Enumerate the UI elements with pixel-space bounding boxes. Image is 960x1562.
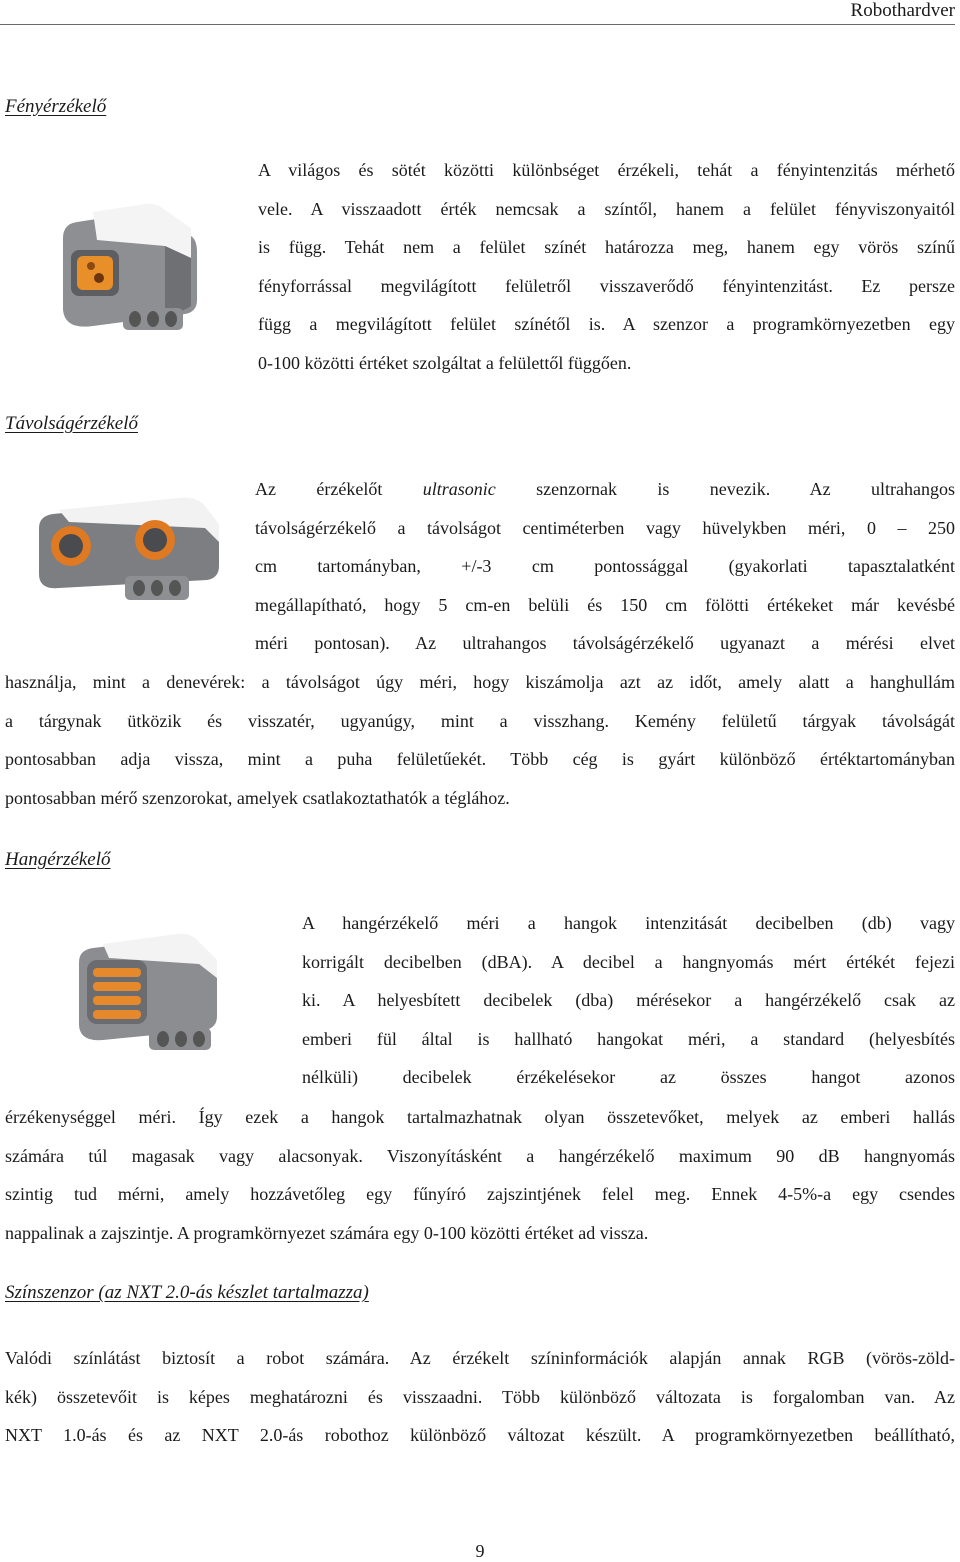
text-line: nappalinak a zajszintje. A programkörnyezet számára egy 0-100 közötti értéket ad vissza. (5, 1222, 649, 1243)
text-line: A hangérzékelő méri a hangok intenzitását decibelben (db) vagy (302, 913, 955, 933)
text-line: korrigált decibelben (dBA). A decibel a hangnyomás mért értékét fejezi (302, 951, 955, 972)
text-line: nélküli) decibelek érzékelésekor az összes hangot azonos (302, 1067, 955, 1087)
section-title-color-sensor: Színszenzor (az NXT 2.0-ás készlet tartalmazza) (5, 1282, 369, 1303)
running-title: Robothardver (850, 0, 955, 21)
section-title-distance-sensor: Távolságérzékelő (5, 413, 138, 434)
text-line: ki. A helyesbített decibelek (dba) mérésekor a hangérzékelő csak az (302, 990, 955, 1010)
distance-sensor-text (255, 470, 955, 663)
text-line: pontosabban mérő szenzorokat, amelyek csatlakoztathatók a téglához. (5, 787, 510, 808)
text-line: megállapítható, hogy 5 cm-en belüli és 150 cm fölötti értékeket már kevésbé (255, 594, 955, 615)
section-title-light-sensor: Fényérzékelő (5, 96, 107, 117)
light-sensor-text (258, 151, 955, 382)
text-line: vele. A visszaadott érték nemcsak a színtől, hanem a felület fényviszonyaitól (258, 198, 955, 219)
sound-sensor-text-continued (5, 1098, 955, 1252)
text-fragment: Az érzékelőt (255, 479, 383, 499)
text-line: fényforrással megvilágított felületről visszaverődő fényintenzitást. Ez persze (258, 275, 955, 296)
text-line: cm tartományban, +/-3 cm pontossággal (gyakorlati tapasztalatként (255, 556, 955, 576)
text-line: számára túl magasak vagy alacsonyak. Viszonyításként a hangérzékelő maximum 90 dB hangnyomás (5, 1145, 955, 1166)
text-line: távolságérzékelő a távolságot centiméterben vagy hüvelykben méri, 0 – 250 (255, 517, 955, 538)
text-line: szintig tud mérni, amely hozzávetőleg egy fűnyíró zajszintjének felel meg. Ennek 4-5%-a egy csendes (5, 1184, 955, 1204)
text-line: kék) összetevőit is képes meghatározni és visszaadni. Több különböző változata is forgalomban van. Az (5, 1386, 955, 1407)
running-header (0, 0, 955, 25)
color-sensor-text (5, 1339, 955, 1455)
text-line: 0-100 közötti értéket szolgáltat a felülettől függően. (258, 352, 632, 373)
text-line: a tárgynak ütközik és visszatér, ugyanúgy, mint a visszhang. Kemény felületű tárgyak távolságát (5, 710, 955, 731)
section-title-sound-sensor: Hangérzékelő (5, 849, 111, 870)
text-line: A világos és sötét közötti különbséget érzékeli, tehát a fényintenzitás mérhető (258, 160, 955, 180)
text-line: érzékenységgel méri. Így ezek a hangok tartalmazhatnak olyan összetevőket, melyek az emberi hallás (5, 1107, 955, 1127)
text-line: használja, mint a denevérek: a távolságot úgy méri, hogy kiszámolja azt az időt, amely alatt a hanghullám (5, 672, 955, 692)
sound-sensor-icon (73, 928, 223, 1056)
text-line: NXT 1.0-ás és az NXT 2.0-ás robothoz különböző változat készült. A programkörnyezetben beállítható, (5, 1425, 955, 1445)
distance-sensor-text-continued (5, 663, 955, 817)
page-number: 9 (475, 1541, 485, 1561)
text-line (255, 470, 955, 509)
text-line: Valódi színlátást biztosít a robot számára. Az érzékelt színinformációk alapján annak RGB (vörös-zöld- (5, 1348, 955, 1368)
text-line: is függ. Tehát nem a felület színét határozza meg, hanem egy vörös színű (258, 237, 955, 257)
ultrasonic-sensor-icon (29, 488, 225, 610)
text-fragment: szenzornak is nevezik. Az ultrahangos (536, 479, 955, 499)
light-sensor-icon (53, 200, 203, 340)
sound-sensor-text (302, 904, 955, 1097)
text-line: emberi fül által is hallható hangokat méri, a standard (helyesbítés (302, 1028, 955, 1049)
text-line: pontosabban adja vissza, mint a puha felületűekét. Több cég is gyárt különböző értéktartományban (5, 749, 955, 769)
emphasis-term: ultrasonic (422, 479, 496, 499)
text-line: függ a megvilágított felület színétől is. A szenzor a programkörnyezetben egy (258, 314, 955, 334)
text-line: méri pontosan). Az ultrahangos távolságérzékelő ugyanazt a mérési elvet (255, 633, 955, 653)
